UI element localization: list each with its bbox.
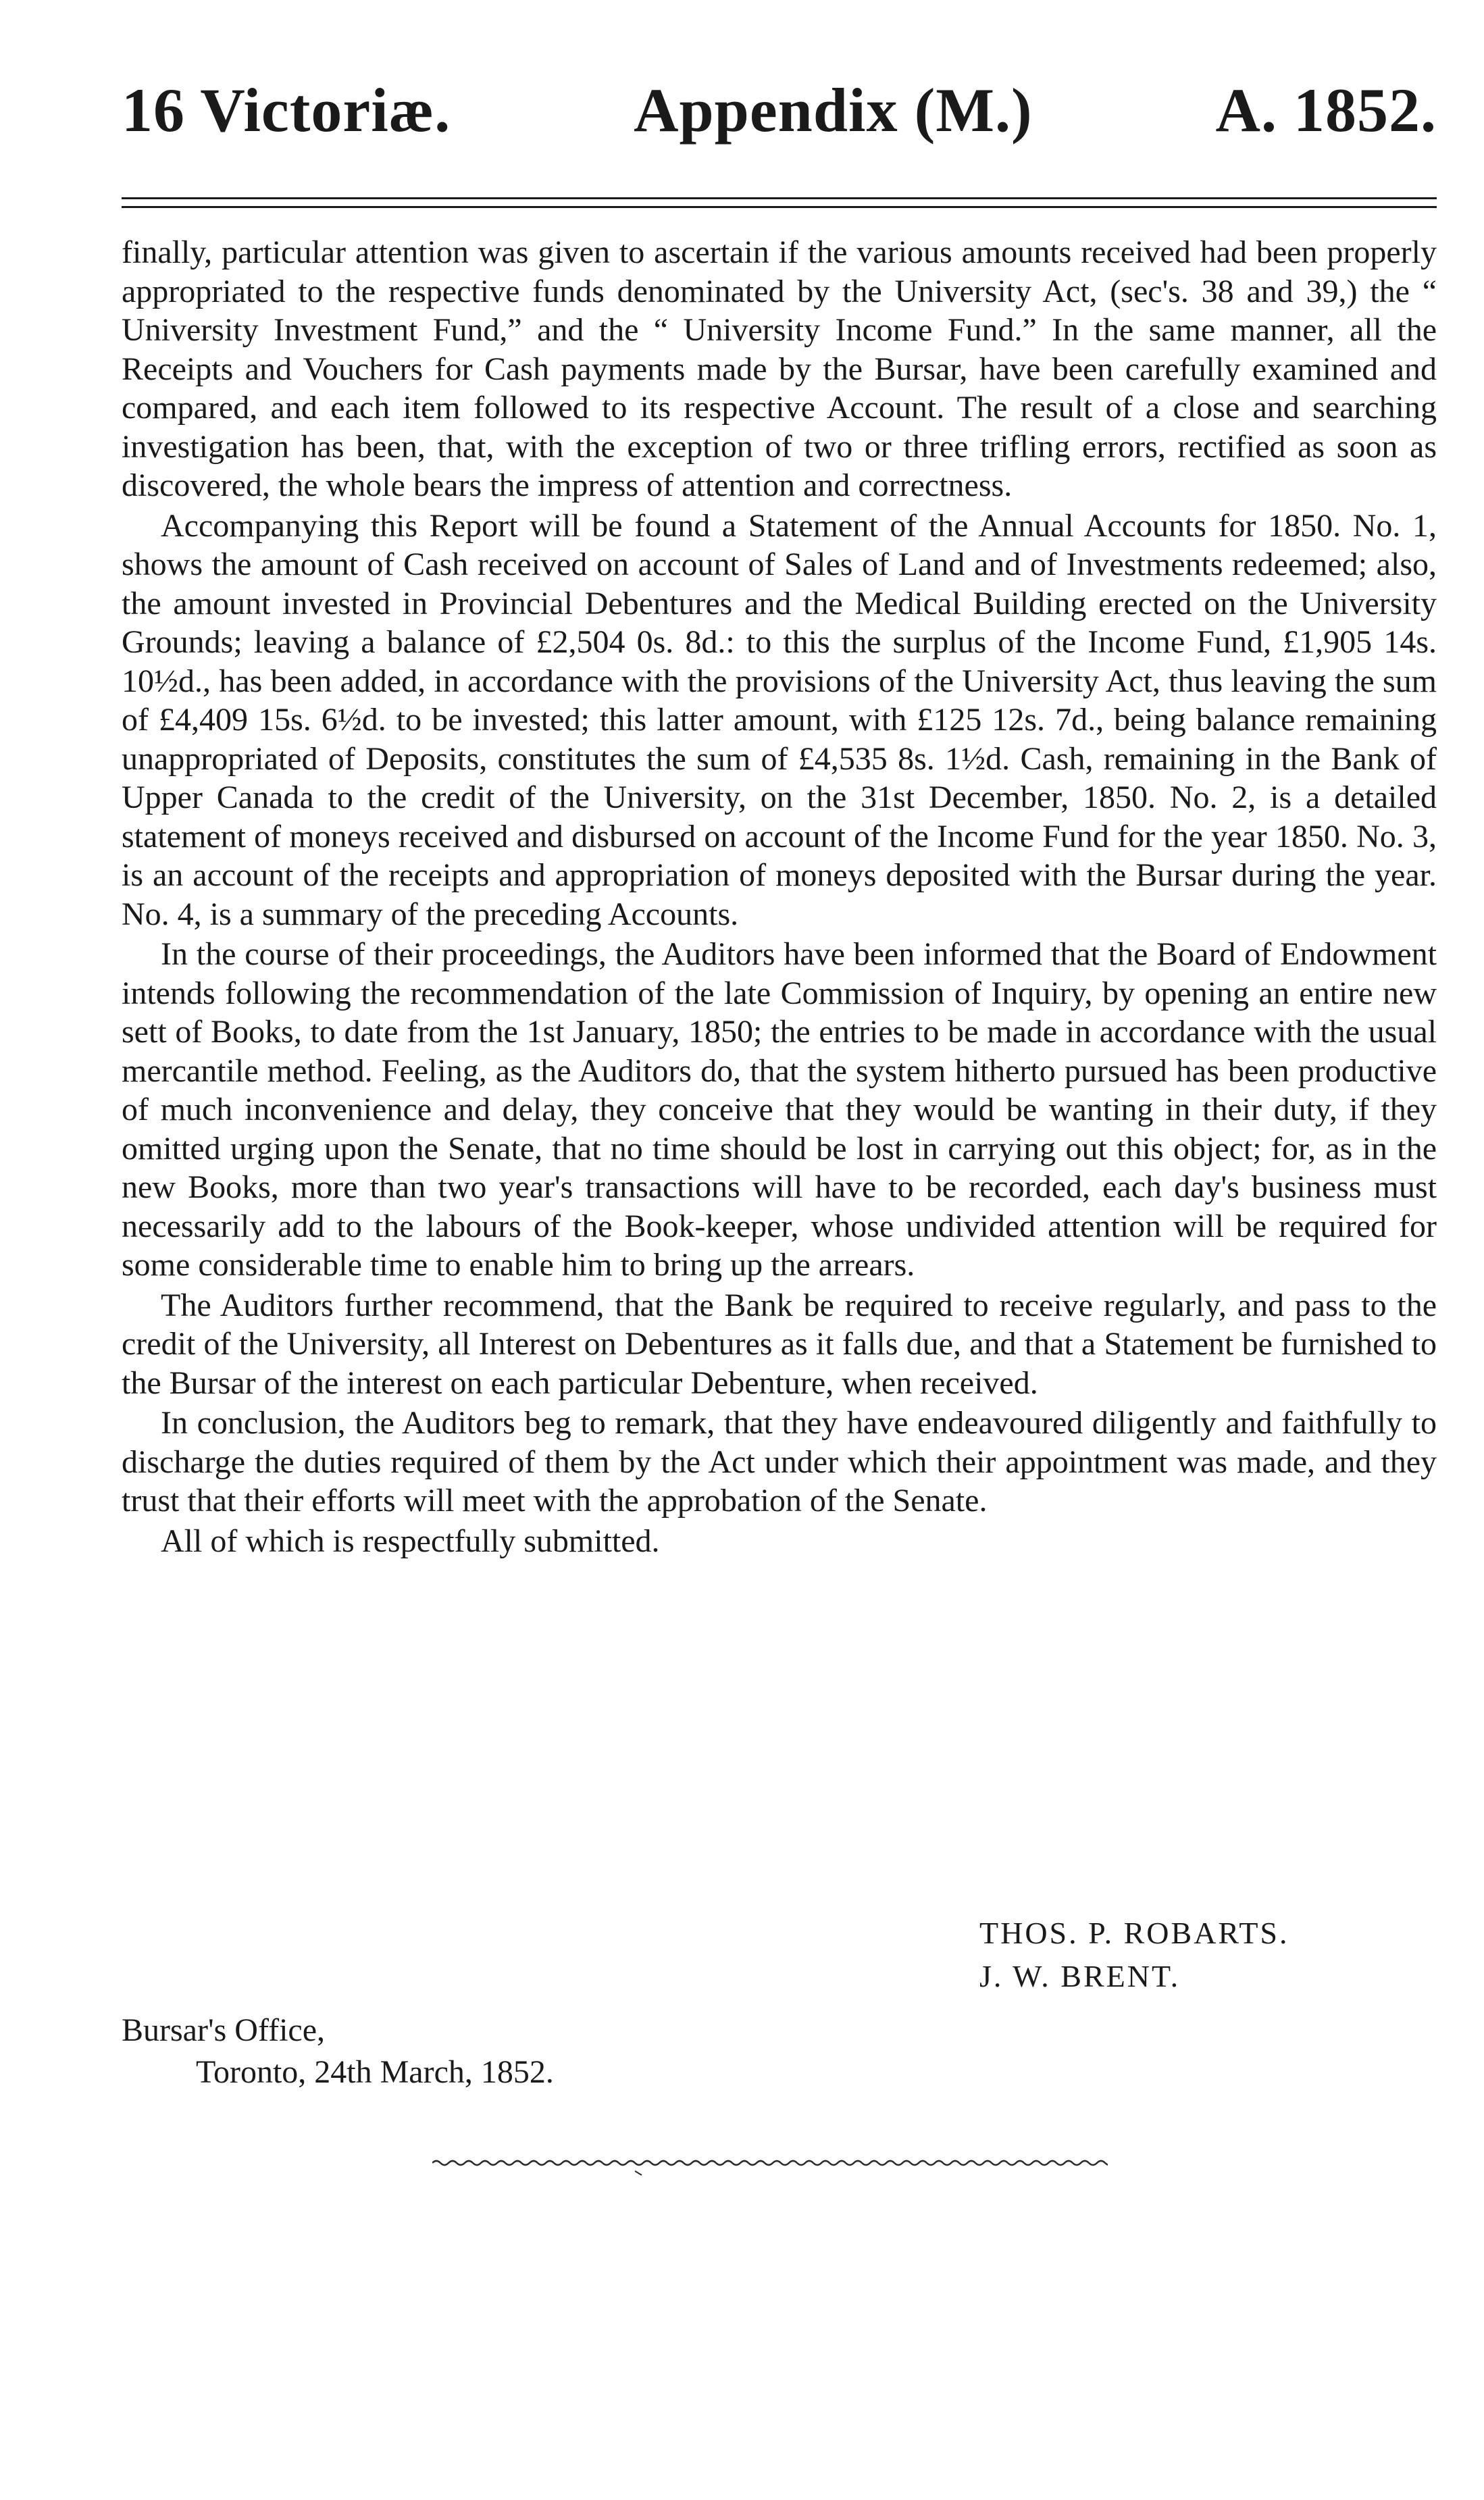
header-rule-top	[122, 197, 1437, 199]
closing-rule-ornament	[432, 2153, 1108, 2180]
signature-brent: J. W. BRENT.	[979, 1959, 1181, 1993]
report-body	[122, 233, 1437, 1562]
header-session: 16 Victoriæ.	[122, 76, 451, 145]
header-rule-bottom	[122, 206, 1437, 208]
header-year: A. 1852.	[1215, 76, 1437, 145]
page-header	[122, 74, 1437, 155]
dateline-place-date: Toronto, 24th March, 1852.	[196, 2054, 554, 2090]
paragraph-new-books: In the course of their proceedings, the Auditors have been informed that the Board of Endowment intends following the recommendation of the late Commission of Inquiry, by opening an entire new sett of Books, to date from the 1st January, 1850; the entries to be made in accordance with the usual mercantile method. Feeling, as the Auditors do, that the system hitherto pursued has been productive of much inconvenience and delay, they conceive that they would be wanting in their duty, if they omitted urging upon the Senate, that no time should be lost in carrying out this object; for, as in the new Books, more than two year's transactions will have to be recorded, each day's business must necessarily add to the labours of the Book-keeper, whose undivided attention will be required for some considerable time to enable him to bring up the arrears.	[122, 936, 1437, 1283]
paragraph-accounts-statement: Accompanying this Report will be found a Statement of the Annual Accounts for 1850. No. 1, shows the amount of Cash received on account of Sales of Land and of Investments redeemed; also, the amount invested in Provincial Debentures and the Medical Building erected on the University Grounds; leaving a balance of £2,504 0s. 8d.: to this the surplus of the Income Fund, £1,905 14s. 10½d., has been added, in accordance with the provisions of the University Act, thus leaving the sum of £4,409 15s. 6½d. to be invested; this latter amount, with £125 12s. 7d., being balance remaining unappropriated of Deposits, constitutes the sum of £4,535 8s. 1½d. Cash, remaining in the Bank of Upper Canada to the credit of the University, on the 31st December, 1850. No. 2, is a detailed statement of moneys received and disbursed on account of the Income Fund for the year 1850. No. 3, is an account of the receipts and appropriation of moneys deposited with the Bursar during the year. No. 4, is a summary of the preceding Accounts.	[122, 507, 1437, 932]
header-appendix: Appendix (M.)	[634, 76, 1033, 145]
signature-robarts: THOS. P. ROBARTS.	[979, 1916, 1289, 1950]
paragraph-bank-interest: The Auditors further recommend, that the Bank be required to receive regularly, and pass to the credit of the University, all Interest on Debentures as it falls due, and that a Statement be furnished to the Bursar of the interest on each particular Debenture, when received.	[122, 1287, 1437, 1401]
signature-block	[979, 1912, 1289, 1998]
dateline	[122, 2010, 554, 2093]
paragraph-verification: finally, particular attention was given to ascertain if the various amounts received had been properly appropriated to the respective funds denominated by the University Act, (sec's. 38 and 39,) the “ University Investment Fund,” and the “ University Income Fund.” In the same manner, all the Receipts and Vouchers for Cash payments made by the Bursar, have been carefully examined and compared, and each item followed to its respective Account. The result of a close and searching investigation has been, that, with the exception of two or three trifling errors, rectified as soon as discovered, the whole bears the impress of attention and correctness.	[122, 234, 1437, 503]
paragraph-conclusion: In conclusion, the Auditors beg to remark, that they have endeavoured diligently and faithfully to discharge the duties required of them by the Act under which their appointment was made, and they trust that their efforts will meet with the approbation of the Senate.	[122, 1405, 1437, 1519]
dateline-office: Bursar's Office,	[122, 2012, 326, 2048]
paragraph-submission: All of which is respectfully submitted.	[161, 1523, 660, 1559]
